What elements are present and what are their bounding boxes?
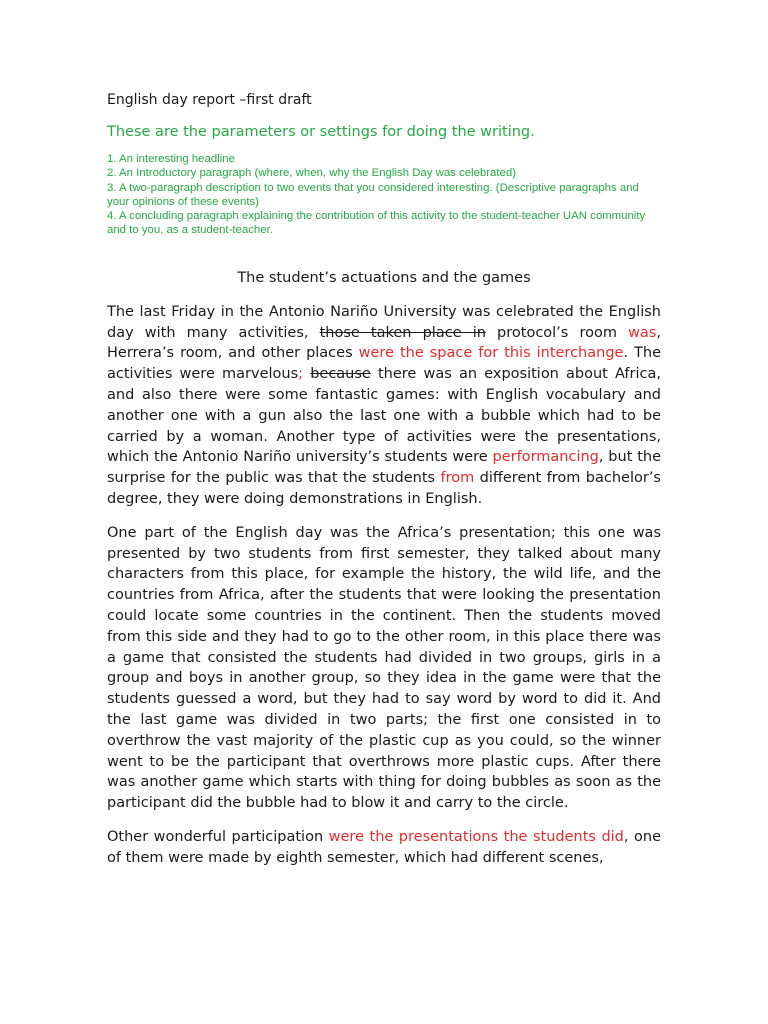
parameter-item: 3. A two-paragraph description to two events that you considered interesting. (Descriptive paragraphs and your opinions of these events) — [107, 181, 639, 208]
text-run: different from bachelor’s degree, they were doing demonstrations in English. — [107, 470, 661, 507]
text-run: there was an exposition about Africa, and also there were some fantastic games: with English vocabulary and another one with a gun also the last one with a bubble which had to be carried by a woman. Another type of activities were the presentations, which the Antonio Nariño university’s students were — [107, 366, 661, 466]
paragraph-3 — [107, 827, 661, 869]
correction-text: were the space for this interchange — [358, 345, 624, 362]
correction-text: performancing — [492, 449, 599, 466]
correction-text: was — [628, 324, 657, 341]
parameter-item: 4. A concluding paragraph explaining the contribution of this activity to the student-teacher UAN community and to you, as a student-teacher. — [107, 210, 646, 237]
correction-text: from — [440, 470, 475, 487]
correction-text: ; — [298, 366, 304, 383]
text-run: protocol’s room — [485, 324, 629, 341]
parameters-list — [107, 152, 661, 238]
parameters-heading: These are the parameters or settings for doing the writing. — [107, 124, 535, 140]
parameter-item: 1. An interesting headline — [107, 153, 235, 165]
section-title: The student’s actuations and the games — [237, 269, 531, 286]
paragraph-1 — [107, 302, 661, 510]
text-run: . The activities were marvelous — [107, 345, 662, 383]
text-run: , but the surprise for the public was that the students — [107, 449, 661, 487]
correction-text: were the presentations the students did — [328, 828, 624, 845]
text-run: Other wonderful participation — [107, 828, 329, 845]
text-run: The last Friday in the Antonio Nariño University was celebrated the English day with many activities, — [107, 303, 661, 341]
strikethrough-text: those taken place in — [319, 324, 486, 341]
strikethrough-text: because — [310, 366, 371, 383]
paragraph-2: One part of the English day was the Africa’s presentation; this one was presented by two students from first semester, they talked about many characters from this place, for example the history, the wild life, and the countries from Africa, after the students that were looking the presentation could locate some countries in the continent. Then the students moved from this side and they had to go to the other room, in this place there was a game that consisted the students had divided in two groups, girls in a group and boys in another group, so they idea in the game were that the students guessed a word, but they had to say word by word to did it. And the last game was divided in two parts; the first one consisted in to overthrow the vast majority of the plastic cup as you could, so the winner went to be the participant that overthrows more plastic cups. After there was another game which starts with thing for doing bubbles as soon as the participant did the bubble had to blow it and carry to the circle. — [107, 524, 661, 812]
text-run: , one of them were made by eighth semester, which had different scenes, — [107, 828, 661, 866]
parameter-item: 2. An Introductory paragraph (where, when, why the English Day was celebrated) — [107, 167, 517, 180]
document-page — [107, 90, 661, 882]
document-title: English day report –first draft — [107, 92, 312, 108]
text-run: , Herrera’s room, and other places — [107, 324, 661, 362]
